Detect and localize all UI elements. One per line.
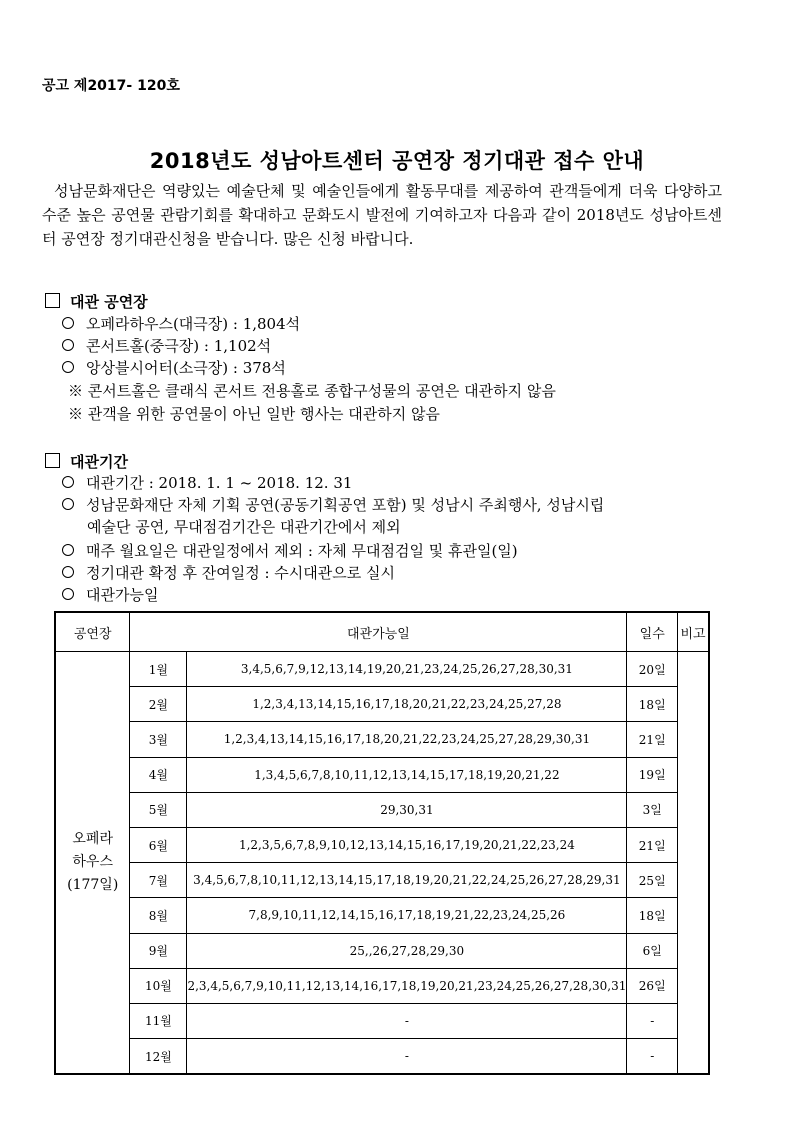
table-row [55, 827, 709, 862]
checkbox-square-icon [45, 293, 60, 308]
table-row [55, 933, 709, 968]
availability-table [54, 611, 710, 1075]
dates-cell: 29,30,31 [187, 792, 627, 827]
month-cell: 2월 [130, 687, 187, 722]
month-cell: 3월 [130, 722, 187, 757]
period-item: 대관기간 : 2018. 1. 1 ~ 2018. 12. 31 [62, 472, 352, 494]
intro-paragraph: 성남문화재단은 역량있는 예술단체 및 예술인들에게 활동무대를 제공하여 관객들에게 더욱 다양하고 수준 높은 공연물 관람기회를 확대하고 문화도시 발전에 기여하고자 다음과 같이 2018년도 성남아트센터 공연장 정기대관신청을 받습니다. 많은 신청 바랍니다. [42, 182, 722, 248]
month-cell: 7월 [130, 863, 187, 898]
table-row [55, 968, 709, 1003]
dates-cell: 25,,26,27,28,29,30 [187, 933, 627, 968]
circle-bullet-icon [62, 588, 74, 600]
month-cell: 8월 [130, 898, 187, 933]
venue-note: ※ 콘서트홀은 클래식 콘서트 전용홀로 종합구성물의 공연은 대관하지 않음 [68, 382, 556, 400]
dates-cell: 3,4,5,6,7,8,10,11,12,13,14,15,17,18,19,20,21,22,24,25,26,27,28,29,31 [187, 863, 627, 898]
circle-bullet-icon [62, 498, 74, 510]
month-cell: 9월 [130, 933, 187, 968]
header-remarks: 비고 [678, 612, 709, 652]
table-row [55, 722, 709, 757]
circle-bullet-icon [62, 566, 74, 578]
section-period-heading [45, 451, 128, 472]
dates-cell: 3,4,5,6,7,9,12,13,14,19,20,21,23,24,25,26,27,28,30,31 [187, 652, 627, 687]
dates-cell: 1,2,3,5,6,7,8,9,10,12,13,14,15,16,17,19,20,21,22,23,24 [187, 827, 627, 862]
period-item: 성남문화재단 자체 기획 공연(공동기획공연 포함) 및 성남시 주최행사, 성남시립 [62, 494, 604, 516]
dates-cell: 1,2,3,4,13,14,15,16,17,18,20,21,22,23,24,25,27,28,29,30,31 [187, 722, 627, 757]
dates-cell: 2,3,4,5,6,7,9,10,11,12,13,14,16,17,18,19,20,21,23,24,25,26,27,28,30,31 [187, 968, 627, 1003]
section-venues-title: 대관 공연장 [70, 293, 148, 311]
header-venue: 공연장 [55, 612, 130, 652]
table-row [55, 1039, 709, 1075]
days-cell: 19일 [627, 757, 678, 792]
header-available-dates: 대관가능일 [130, 612, 627, 652]
circle-bullet-icon [62, 476, 74, 488]
month-cell: 5월 [130, 792, 187, 827]
days-cell: - [627, 1039, 678, 1075]
dates-cell: - [187, 1003, 627, 1038]
month-cell: 10월 [130, 968, 187, 1003]
venue-item: 오페라하우스(대극장) : 1,804석 [62, 313, 300, 335]
period-item: 매주 월요일은 대관일정에서 제외 : 자체 무대점검일 및 휴관일(일) [62, 540, 518, 562]
notice-number: 공고 제2017- 120호 [42, 78, 180, 94]
days-cell: 3일 [627, 792, 678, 827]
month-cell: 11월 [130, 1003, 187, 1038]
dates-cell: 1,2,3,4,13,14,15,16,17,18,20,21,22,23,24,25,27,28 [187, 687, 627, 722]
table-row [55, 792, 709, 827]
month-cell: 4월 [130, 757, 187, 792]
table-header-row [55, 612, 709, 652]
section-venues-heading [45, 291, 148, 312]
section-period-title: 대관기간 [70, 453, 128, 471]
days-cell: 21일 [627, 827, 678, 862]
month-cell: 1월 [130, 652, 187, 687]
table-row [55, 687, 709, 722]
document-title: 2018년도 성남아트센터 공연장 정기대관 접수 안내 [149, 149, 645, 173]
venue-note: ※ 관객을 위한 공연물이 아닌 일반 행사는 대관하지 않음 [68, 405, 440, 423]
dates-cell: 7,8,9,10,11,12,14,15,16,17,18,19,21,22,23,24,25,26 [187, 898, 627, 933]
table-row [55, 757, 709, 792]
dates-cell: 1,3,4,5,6,7,8,10,11,12,13,14,15,17,18,19,20,21,22 [187, 757, 627, 792]
dates-cell: - [187, 1039, 627, 1075]
days-cell: 25일 [627, 863, 678, 898]
days-cell: 18일 [627, 687, 678, 722]
table-row [55, 652, 709, 687]
days-cell: 20일 [627, 652, 678, 687]
venue-item: 앙상블시어터(소극장) : 378석 [62, 357, 286, 379]
venue-cell: 오페라 하우스 (177일) [55, 652, 130, 1075]
header-days: 일수 [627, 612, 678, 652]
month-cell: 6월 [130, 827, 187, 862]
remarks-cell [678, 652, 709, 1075]
table-row [55, 863, 709, 898]
circle-bullet-icon [62, 544, 74, 556]
table-row [55, 1003, 709, 1038]
period-item: 정기대관 확정 후 잔여일정 : 수시대관으로 실시 [62, 562, 395, 584]
circle-bullet-icon [62, 339, 74, 351]
venue-item: 콘서트홀(중극장) : 1,102석 [62, 335, 271, 357]
month-cell: 12월 [130, 1039, 187, 1075]
table-row [55, 898, 709, 933]
days-cell: 21일 [627, 722, 678, 757]
checkbox-square-icon [45, 453, 60, 468]
days-cell: - [627, 1003, 678, 1038]
circle-bullet-icon [62, 317, 74, 329]
period-item-continued: 예술단 공연, 무대점검기간은 대관기간에서 제외 [87, 518, 401, 536]
days-cell: 18일 [627, 898, 678, 933]
days-cell: 6일 [627, 933, 678, 968]
circle-bullet-icon [62, 361, 74, 373]
days-cell: 26일 [627, 968, 678, 1003]
period-item: 대관가능일 [62, 584, 158, 606]
